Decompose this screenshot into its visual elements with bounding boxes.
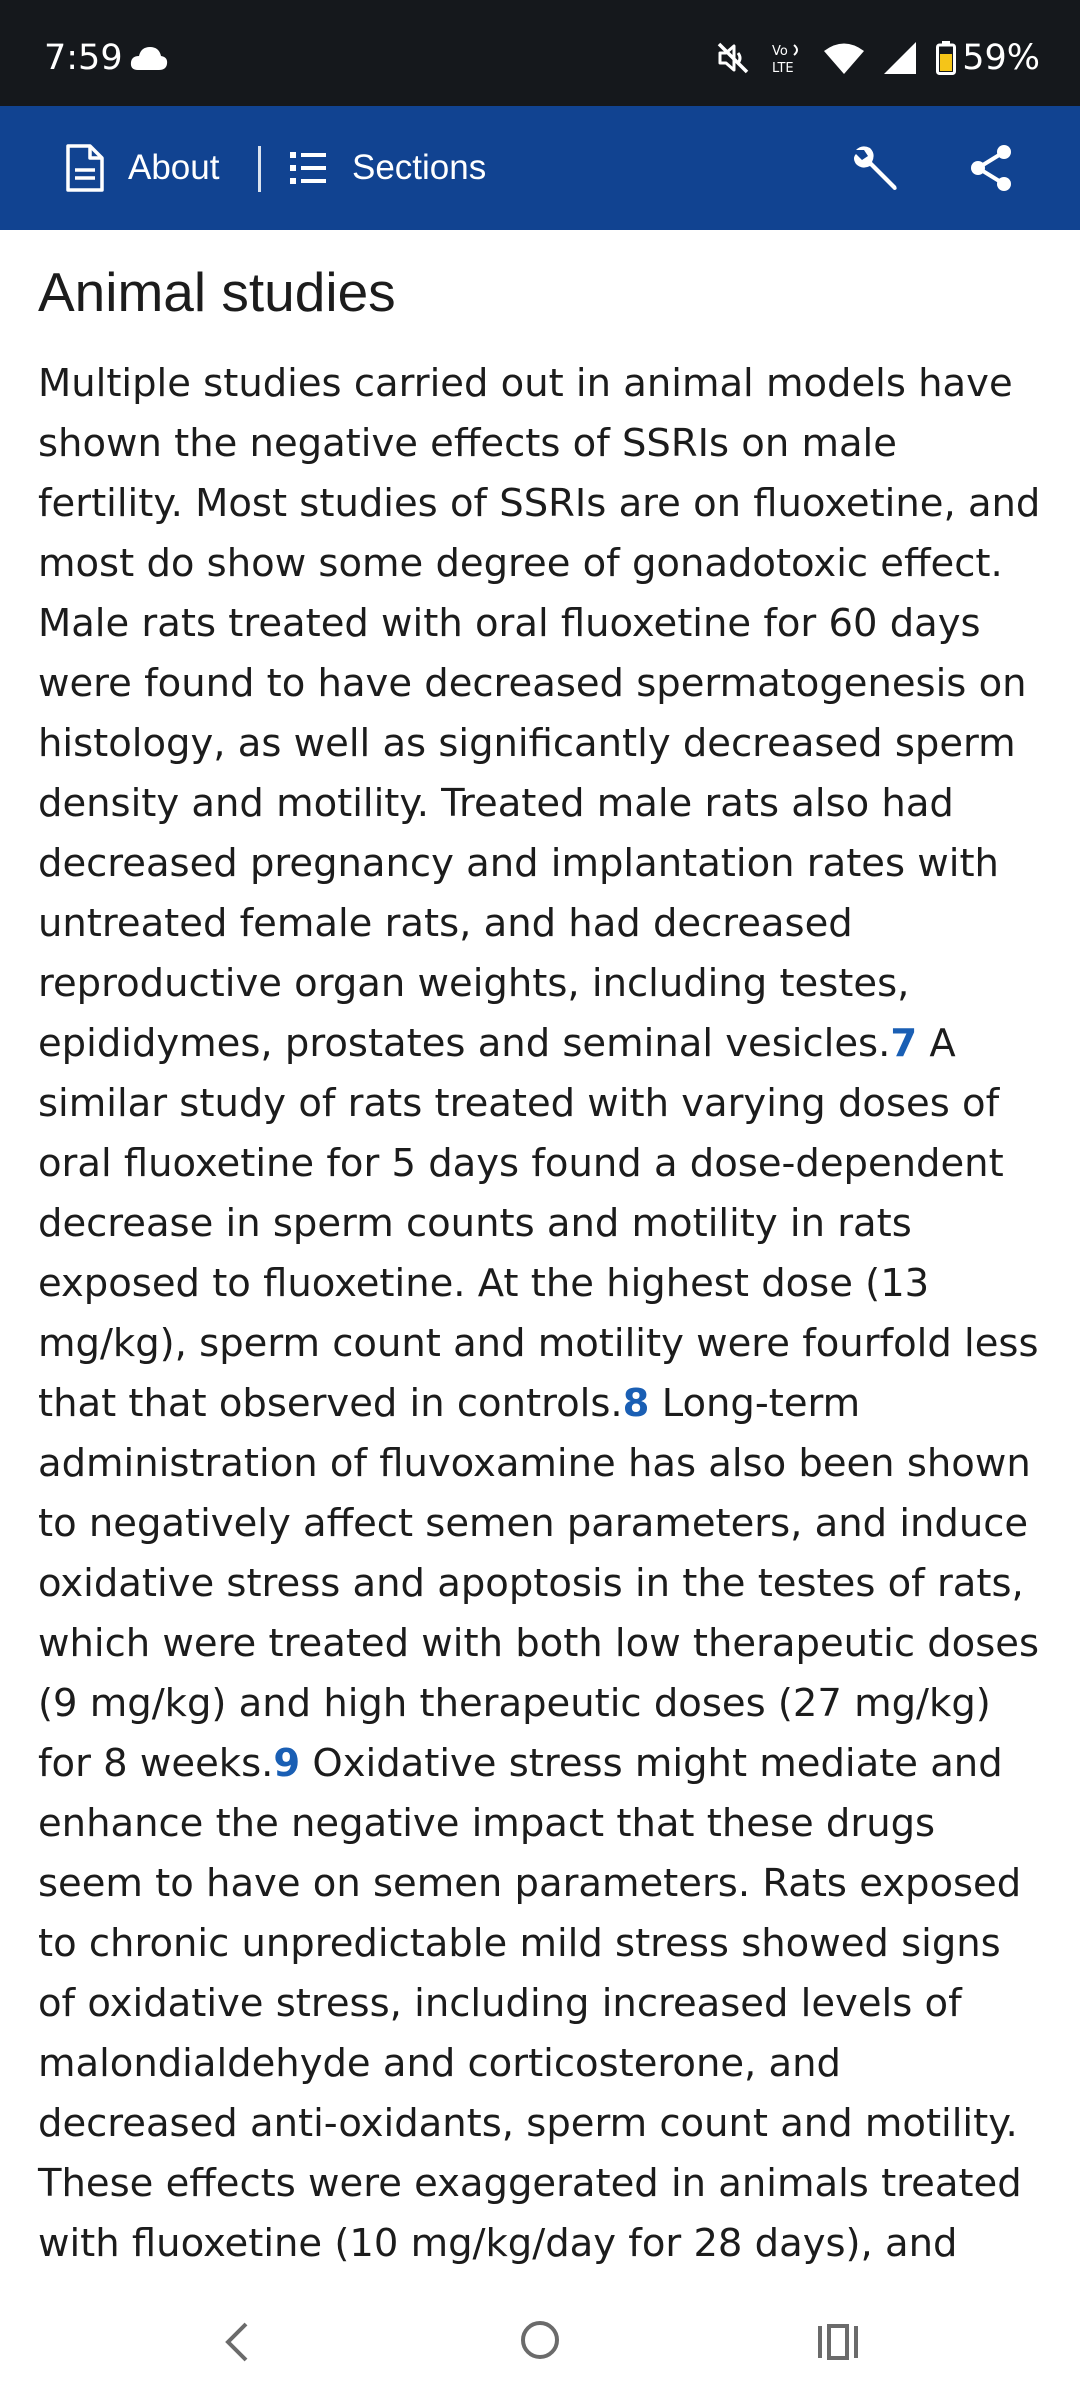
document-icon [64, 144, 104, 192]
article-content [38, 230, 1048, 2394]
paragraph-segment: Multiple studies carried out in animal models have shown the negative effects of SSRIs on male fertility. Most studies of SSRIs are on fluoxetine, and most do show some degree of gonadotoxic effect. Male rats treated with oral fluoxetine for 60 days were found to have decreased spermatogenesis on histology, as well as significantly decreased sperm density and motility. Treated male rats also had decreased pregnancy and implantation rates with untreated female rats, and had decreased reproductive organ weights, including testes, epididymes, prostates and seminal vesicles. [38, 361, 1041, 1066]
mute-icon [716, 41, 750, 75]
signal-icon [884, 42, 916, 74]
sections-button[interactable] [290, 140, 486, 196]
paragraph-segment: Oxidative stress might mediate and enhance the negative impact that these drugs seem to have on semen parameters. Rats exposed to chronic unpredictable mild stress showed signs of oxidative stress, including increased levels of malondialdehyde and corticosterone, and decreased anti-oxidants, sperm count and motility. These effects were exaggerated in animals treated with fluoxetine (10 mg/kg/day for 28 days), and [38, 1741, 1022, 2266]
reference-link-7[interactable]: 7 [890, 1021, 918, 1066]
cloud-icon [130, 44, 168, 72]
volte-icon [770, 41, 804, 75]
article-paragraph [38, 354, 1048, 2394]
sections-label: Sections [352, 148, 487, 187]
svg-text:Vo: Vo [772, 44, 789, 59]
section-heading: Animal studies [38, 261, 396, 323]
back-icon[interactable] [222, 2320, 252, 2364]
system-nav-bar [0, 2280, 1080, 2400]
status-time: 7:59 [44, 38, 123, 78]
share-icon[interactable] [966, 142, 1018, 194]
svg-text:LTE: LTE [772, 61, 794, 75]
list-icon [290, 150, 326, 186]
wifi-icon [824, 42, 864, 74]
app-bar [0, 106, 1080, 230]
battery-icon [936, 41, 956, 75]
paragraph-segment: A similar study of rats treated with varying doses of oral fluoxetine for 5 days found a dose-dependent decrease in sperm counts and motility in rats exposed to fluoxetine. At the highest dose (13 mg/kg), sperm count and motility were fourfold less that that observed in controls. [38, 1021, 1039, 1426]
app-bar-divider [258, 146, 261, 192]
reference-link-9[interactable]: 9 [273, 1741, 301, 1786]
home-icon[interactable] [518, 2318, 562, 2362]
status-icons [696, 36, 1040, 80]
status-bar [0, 0, 1080, 106]
battery-percent: 59% [962, 38, 1040, 78]
about-label: About [128, 148, 220, 187]
about-button[interactable] [64, 140, 219, 196]
reference-link-8[interactable]: 8 [622, 1381, 650, 1426]
paragraph-segment: Long-term administration of fluvoxamine has also been shown to negatively affect semen parameters, and induce oxidative stress and apoptosis in the testes of rats, which were treated with both low therapeutic doses (9 mg/kg) and high therapeutic doses (27 mg/kg) for 8 weeks. [38, 1381, 1040, 1786]
wrench-icon[interactable] [850, 142, 902, 194]
recents-icon[interactable] [816, 2320, 860, 2364]
